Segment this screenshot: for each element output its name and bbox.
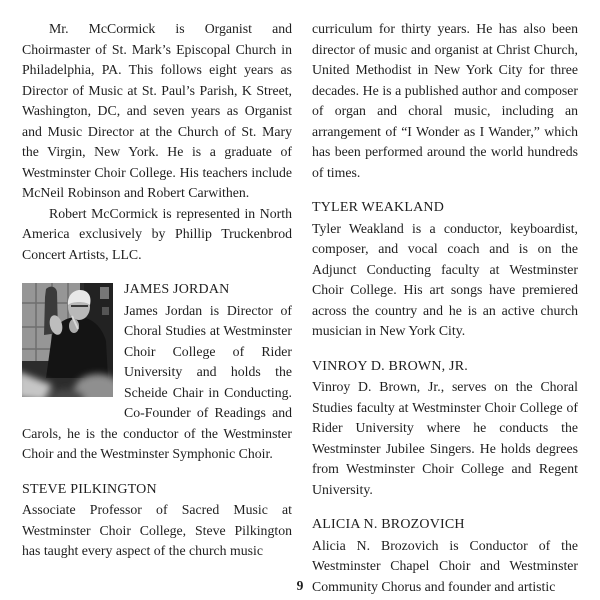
steve-pilkington-heading: STEVE PILKINGTON [22, 481, 157, 497]
mccormick-representation-paragraph: Robert McCormick is represented in North America exclusively by Phillip Truckenbrod Concert Artists, LLC. [22, 205, 292, 262]
steve-pilkington-bio-paragraph: Associate Professor of Sacred Music at Westminster Choir College, Steve Pilkington has taught every aspect of the church music [22, 502, 292, 558]
james-jordan-heading: JAMES JORDAN [124, 282, 230, 297]
tyler-weakland-heading: TYLER WEAKLAND [312, 200, 445, 215]
mccormick-bio-paragraph: Mr. McCormick is Organist and Choirmaster of St. Mark’s Episcopal Church in Philadelphia, PA. This follows eight years as Director of Music at St. Paul’s Parish, K Street, Washington, DC, and seven years as Organist and Music Director at the Church of St. Mary the Virgin, New York. He is a graduate of Westminster Choir College. His teachers include McNeil Robinson and Robert Carwithen. [22, 21, 292, 200]
right-column [312, 19, 578, 597]
alicia-brozovich-bio-paragraph: Alicia N. Brozovich is Conductor of the Westminster Chapel Choir and Westminster Community Chorus and founder and artistic [312, 537, 578, 594]
james-jordan-photo-graphic [22, 283, 113, 397]
steve-pilkington-section [22, 480, 292, 562]
vinroy-brown-bio-paragraph: Vinroy D. Brown, Jr., serves on the Choral Studies faculty at Westminster Choir College of Rider University where he conducts the Westminster Jubilee Singers. He holds degrees from Westminster Choir College and Regent University. [312, 379, 578, 497]
james-jordan-bio-paragraph: James Jordan is Director of Choral Studies at Westminster Choir College of Rider University and holds the Scheide Chair in Conducting. Co-Founder of Readings and Carols, he is the conductor of the Westminster Choir and the Westminster Symphonic Choir. [22, 302, 292, 461]
page-number: 9 [296, 578, 304, 593]
pilkington-bio-continuation-paragraph: curriculum for thirty years. He has also been director of music and organist at Christ Church, United Methodist in New York City for three decades. He is a published author and composer of organ and choral music, including an arrangement of “I Wonder as I Wander,” which has been performed around the world hundreds of times. [312, 21, 578, 180]
two-column-layout [22, 19, 578, 597]
tyler-weakland-section [312, 198, 578, 342]
james-jordan-photo [22, 283, 113, 397]
tyler-weakland-bio-paragraph: Tyler Weakland is a conductor, keyboardist, composer, and vocal coach and is on the Adjunct Conducting faculty at Westminster Choir College. His art songs have premiered across the country and he is an active church musician in New York City. [312, 220, 578, 338]
vinroy-brown-heading: VINROY D. BROWN, JR. [312, 358, 468, 374]
vinroy-brown-section [312, 357, 578, 501]
alicia-brozovich-heading: ALICIA N. BROZOVICH [312, 517, 465, 532]
left-column [22, 19, 292, 597]
james-jordan-section [22, 280, 292, 465]
